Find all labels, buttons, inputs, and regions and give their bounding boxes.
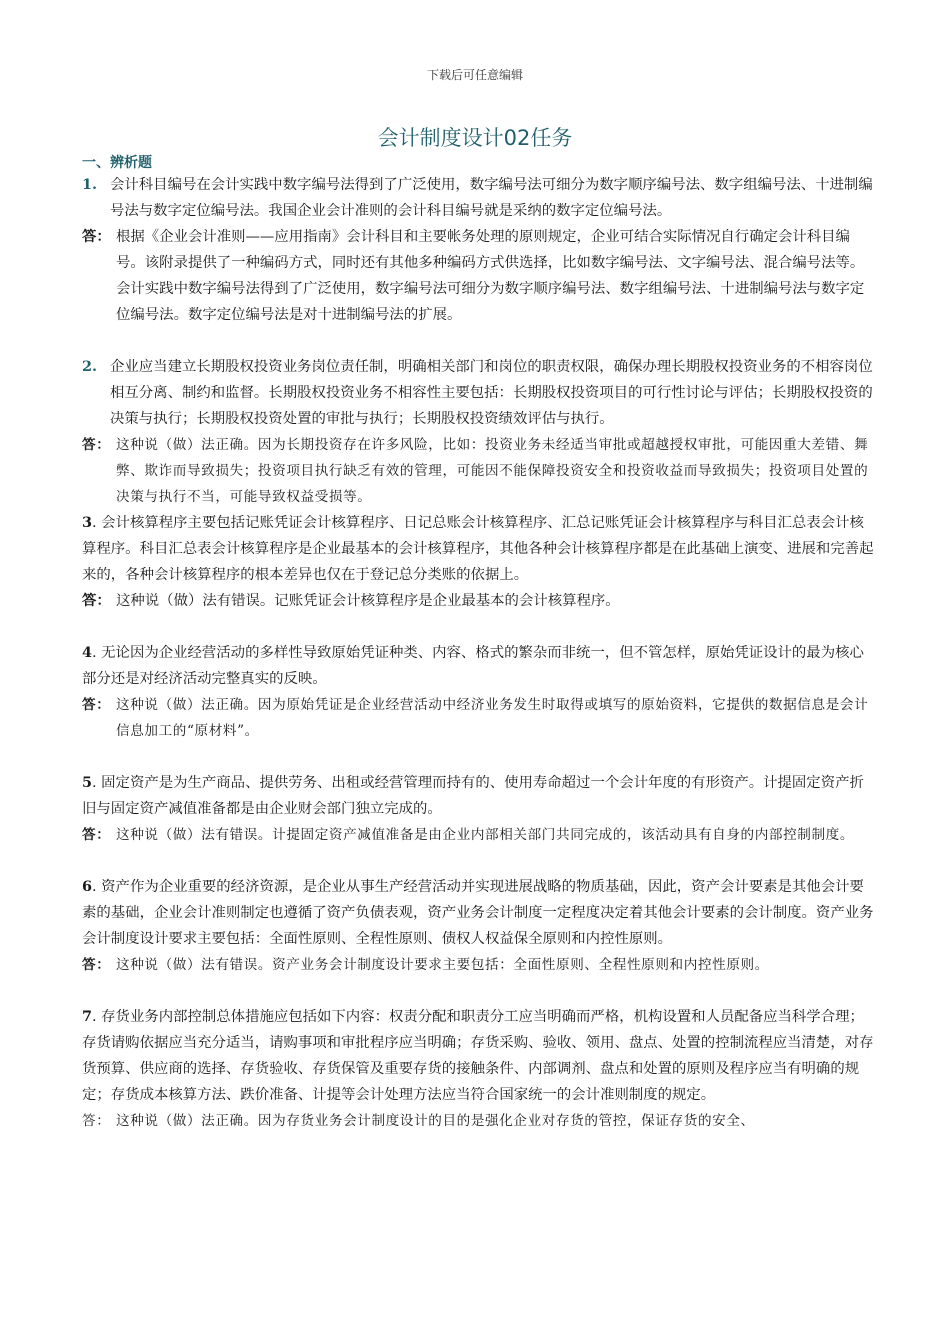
answer-7 <box>82 1108 878 1134</box>
answer-label: 答： <box>82 827 111 843</box>
content <box>82 172 878 1134</box>
question-number: 3 <box>82 514 93 531</box>
question-number: 1. <box>82 176 98 193</box>
answer-text: 这种说（做）法有错误。记账凭证会计核算程序是企业最基本的会计核算程序。 <box>116 593 620 609</box>
answer-text: 根据《企业会计准则——应用指南》会计科目和主要帐务处理的原则规定，企业可结合实际情况自行确定会计科目编号。该附录提供了一种编码方式，同时还有其他多种编码方式供选择，比如数字编号法、文字编号法、混合编号法等。会计实践中数字编号法得到了广泛使用，数字编号法可细分为数字顺序编号法、数字组编号法、十进制编号法与数字定位编号法。数字定位编号法是对十进制编号法的扩展。 <box>116 229 865 323</box>
question-number: 6 <box>82 878 93 895</box>
section-heading: 一、辨析题 <box>82 155 152 171</box>
spacer <box>82 978 878 1004</box>
question-text: . 资产作为企业重要的经济资源，是企业从事生产经营活动并实现进展战略的物质基础，因此，资产会计要素是其他会计要素的基础，企业会计准则制定也遵循了资产负债表观，资产业务会计制度一定程度决定着其他会计要素的会计制度。资产业务会计制度设计要求主要包括：全面性原则、全程性原则、债权人权益保全原则和内控性原则。 <box>82 879 874 947</box>
question-text: 会计科目编号在会计实践中数字编号法得到了广泛使用，数字编号法可细分为数字顺序编号法、数字组编号法、十进制编号法与数字定位编号法。我国企业会计准则的会计科目编号就是采纳的数字定位编号法。 <box>110 177 873 219</box>
question-text: 企业应当建立长期股权投资业务岗位责任制，明确相关部门和岗位的职责权限，确保办理长期股权投资业务的不相容岗位相互分离、制约和监督。长期股权投资业务不相容性主要包括：长期股权投资项目的可行性讨论与评估；长期股权投资的决策与执行；长期股权投资处置的审批与执行；长期股权投资绩效评估与执行。 <box>110 359 873 427</box>
page-title: 会计制度设计02任务 <box>377 126 573 150</box>
answer-label: 答： <box>82 1113 111 1129</box>
question-number: 7 <box>82 1008 93 1025</box>
spacer <box>82 614 878 640</box>
spacer <box>82 744 878 770</box>
question-5 <box>82 770 878 822</box>
question-1 <box>82 172 878 224</box>
question-4 <box>82 640 878 692</box>
answer-label: 答： <box>82 697 111 713</box>
answer-label: 答： <box>82 228 111 245</box>
question-6 <box>82 874 878 952</box>
answer-2 <box>82 432 878 510</box>
question-7 <box>82 1004 878 1108</box>
question-2 <box>82 354 878 432</box>
answer-label: 答： <box>82 592 111 609</box>
question-text: . 会计核算程序主要包括记账凭证会计核算程序、日记总账会计核算程序、汇总记账凭证会计核算程序与科目汇总表会计核算程序。科目汇总表会计核算程序是企业最基本的会计核算程序，其他各种会计核算程序都是在此基础上演变、进展和完善起来的，各种会计核算程序的根本差异也仅在于登记总分类账的依据上。 <box>82 515 874 583</box>
answer-text: 这种说（做）法正确。因为长期投资存在许多风险，比如：投资业务未经适当审批或超越授权审批，可能因重大差错、舞弊、欺诈而导致损失；投资项目执行缺乏有效的管理，可能因不能保障投资安全和投资收益而导致损失；投资项目处置的决策与执行不当，可能导致权益受损等。 <box>116 437 869 505</box>
spacer <box>82 328 878 354</box>
question-number: 5 <box>82 774 93 791</box>
answer-text: 这种说（做）法正确。因为存货业务会计制度设计的目的是强化企业对存货的管控，保证存货的安全、 <box>116 1113 755 1129</box>
header-note: 下载后可任意编辑 <box>426 68 523 82</box>
question-number: 2. <box>82 358 98 375</box>
answer-text: 这种说（做）法有错误。计提固定资产减值准备是由企业内部相关部门共同完成的，该活动具有自身的内部控制制度。 <box>116 827 855 843</box>
answer-5 <box>82 822 878 848</box>
spacer <box>82 848 878 874</box>
answer-3 <box>82 588 878 614</box>
answer-label: 答： <box>82 957 111 973</box>
question-text: . 存货业务内部控制总体措施应包括如下内容：权责分配和职责分工应当明确而严格，机构设置和人员配备应当科学合理；存货请购依据应当充分适当，请购事项和审批程序应当明确；存货采购、验收、领用、盘点、处置的控制流程应当清楚，对存货预算、供应商的选择、存货验收、存货保管及重要存货的接触条件、内部调剂、盘点和处置的原则及程序应当有明确的规定；存货成本核算方法、跌价准备、计提等会计处理方法应当符合国家统一的会计准则制度的规定。 <box>82 1009 874 1103</box>
answer-text: 这种说（做）法有错误。资产业务会计制度设计要求主要包括：全面性原则、全程性原则和内控性原则。 <box>116 957 769 973</box>
answer-label: 答： <box>82 437 111 453</box>
question-text: . 无论因为企业经营活动的多样性导致原始凭证种类、内容、格式的繁杂而非统一，但不管怎样，原始凭证设计的最为核心部分还是对经济活动完整真实的反映。 <box>82 645 864 687</box>
answer-1 <box>82 224 878 328</box>
question-3 <box>82 510 878 588</box>
question-text: . 固定资产是为生产商品、提供劳务、出租或经营管理而持有的、使用寿命超过一个会计年度的有形资产。计提固定资产折旧与固定资产减值准备都是由企业财会部门独立完成的。 <box>82 775 864 817</box>
answer-4 <box>82 692 878 744</box>
answer-6 <box>82 952 878 978</box>
answer-text: 这种说（做）法正确。因为原始凭证是企业经营活动中经济业务发生时取得或填写的原始资料，它提供的数据信息是会计信息加工的“原材料”。 <box>116 697 869 739</box>
question-number: 4 <box>82 644 93 661</box>
